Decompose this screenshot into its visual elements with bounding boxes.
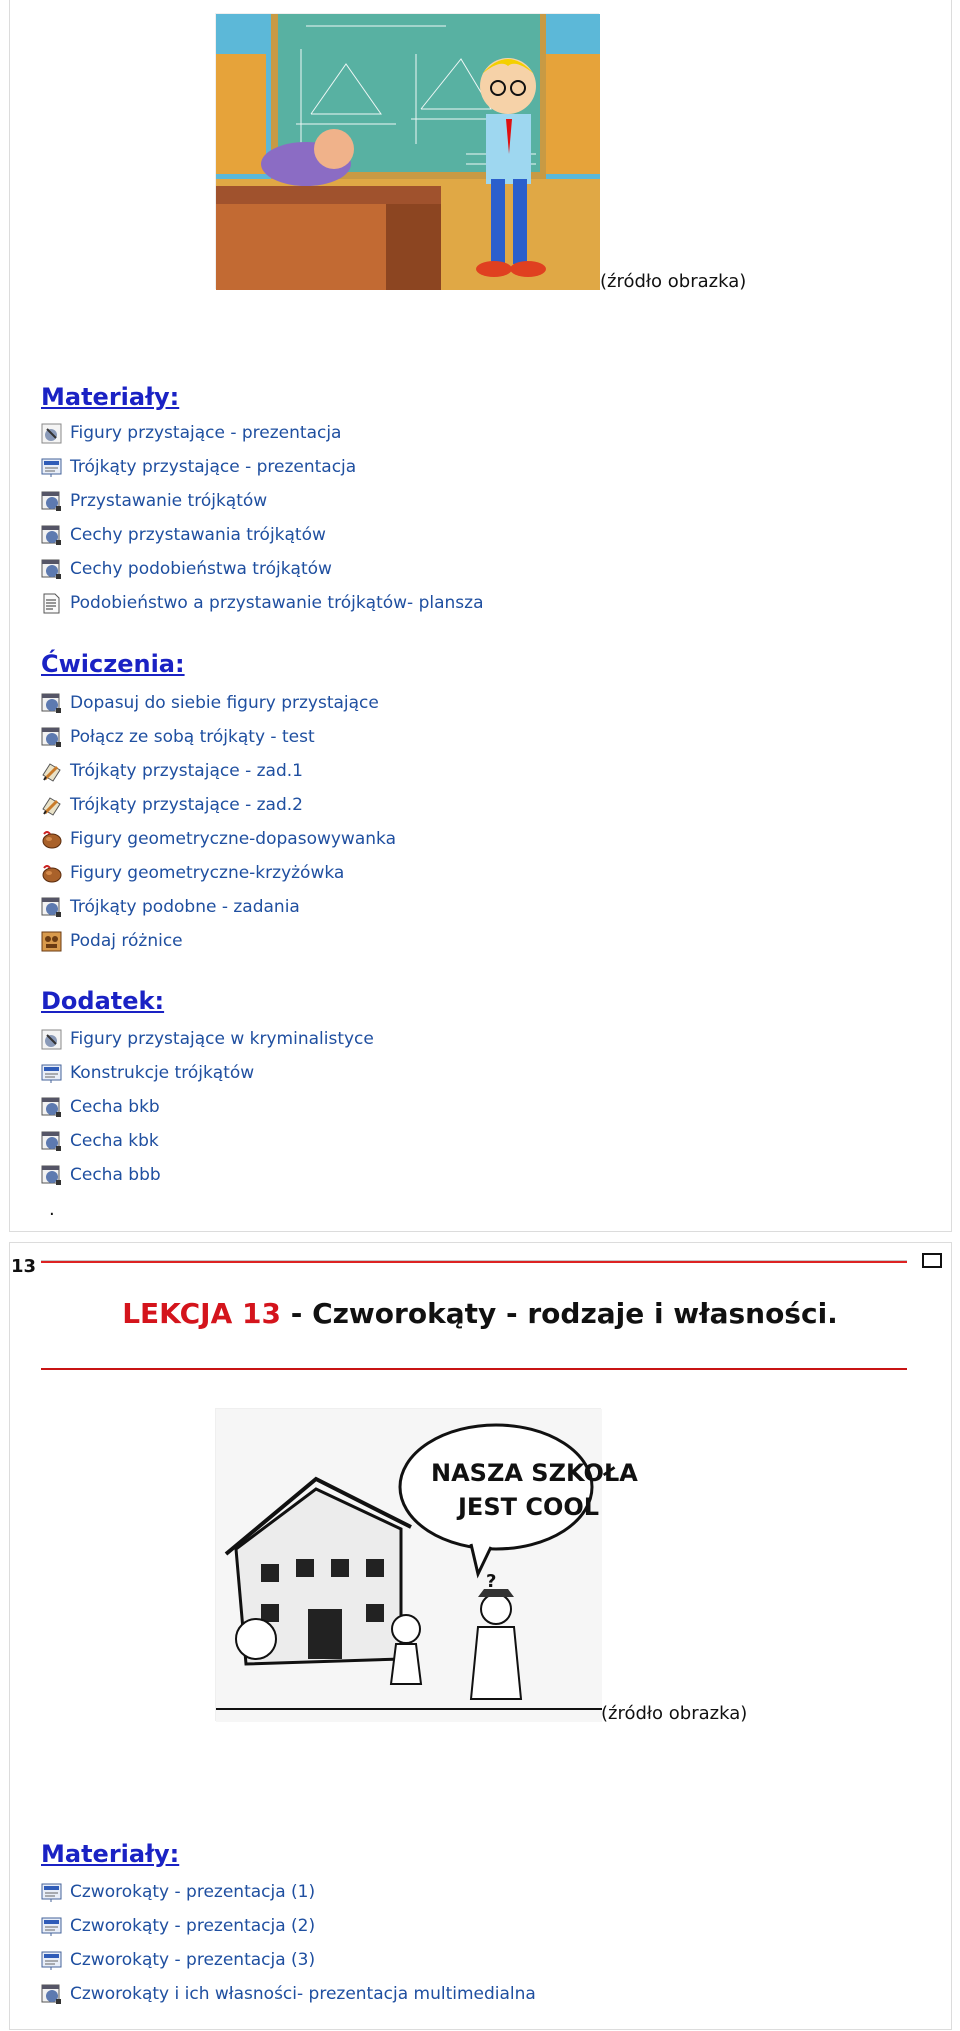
hot-potatoes-icon	[41, 829, 62, 850]
resource-item[interactable]	[41, 1158, 374, 1192]
materialy-heading: Materiały:	[41, 383, 180, 411]
document-icon	[41, 593, 62, 614]
materialy-list	[41, 1875, 536, 2011]
resource-link[interactable]: Trójkąty podobne - zadania	[70, 897, 300, 917]
game-icon	[41, 931, 62, 952]
classroom-cartoon-image	[215, 13, 599, 289]
resource-item[interactable]	[41, 890, 396, 924]
resource-link[interactable]: Figury geometryczne-dopasowywanka	[70, 829, 396, 849]
resource-link[interactable]: Konstrukcje trójkątów	[70, 1063, 255, 1083]
trailing-dot: .	[49, 1199, 55, 1220]
title-underline	[41, 1368, 907, 1370]
resource-link[interactable]: Przystawanie trójkątów	[70, 491, 268, 511]
school-cartoon-image	[215, 1408, 638, 1721]
resource-link[interactable]: Połącz ze sobą trójkąty - test	[70, 727, 315, 747]
web-page-icon	[41, 727, 62, 748]
resource-link[interactable]: Figury przystające w kryminalistyce	[70, 1029, 374, 1049]
web-page-icon	[41, 897, 62, 918]
resource-link[interactable]: Czworokąty - prezentacja (1)	[70, 1882, 316, 1902]
resource-item[interactable]	[41, 1090, 374, 1124]
web-page-icon	[41, 1984, 62, 2005]
web-page-icon	[41, 525, 62, 546]
web-page-icon	[41, 1097, 62, 1118]
resource-link[interactable]: Czworokąty i ich własności- prezentacja multimedialna	[70, 1984, 536, 2004]
web-page-icon	[41, 1165, 62, 1186]
hot-potatoes-icon	[41, 863, 62, 884]
resource-link[interactable]: Czworokąty - prezentacja (3)	[70, 1950, 316, 1970]
resource-link[interactable]: Cecha bkb	[70, 1097, 160, 1117]
resource-item[interactable]	[41, 518, 484, 552]
web-page-icon	[41, 559, 62, 580]
resource-item[interactable]	[41, 754, 396, 788]
resource-item[interactable]	[41, 586, 484, 620]
resource-item[interactable]	[41, 822, 396, 856]
pencil-task-icon	[41, 761, 62, 782]
resource-link[interactable]: Cechy podobieństwa trójkątów	[70, 559, 332, 579]
resource-item[interactable]	[41, 686, 396, 720]
resource-item[interactable]	[41, 720, 396, 754]
resource-link[interactable]: Cecha bbb	[70, 1165, 161, 1185]
image-source-caption: (źródło obrazka)	[601, 1703, 748, 1724]
cartoon-speech-line1: NASZA SZKOŁA	[431, 1459, 638, 1487]
slides-icon	[41, 1063, 62, 1084]
cartoon-speech-line2: JEST COOL	[458, 1493, 600, 1521]
resource-link[interactable]: Figury przystające - prezentacja	[70, 423, 342, 443]
slides-icon	[41, 457, 62, 478]
resource-item[interactable]	[41, 1875, 536, 1909]
resource-item[interactable]	[41, 1022, 374, 1056]
resource-item[interactable]	[41, 1977, 536, 2011]
flash-presentation-icon	[41, 1029, 62, 1050]
resource-item[interactable]	[41, 1056, 374, 1090]
resource-item[interactable]	[41, 788, 396, 822]
pencil-task-icon	[41, 795, 62, 816]
slides-icon	[41, 1950, 62, 1971]
section-number: 13	[11, 1256, 37, 1277]
lesson-title	[0, 1297, 960, 1330]
resource-item[interactable]	[41, 552, 484, 586]
resource-link[interactable]: Dopasuj do siebie figury przystające	[70, 693, 379, 713]
resource-item[interactable]	[41, 450, 484, 484]
flash-presentation-icon	[41, 423, 62, 444]
dodatek-list	[41, 1022, 374, 1192]
lesson-topic: - Czworokąty - rodzaje i własności.	[280, 1297, 838, 1330]
section-divider	[41, 1260, 907, 1263]
web-page-icon	[41, 491, 62, 512]
resource-link[interactable]: Figury geometryczne-krzyżówka	[70, 863, 345, 883]
resource-item[interactable]	[41, 856, 396, 890]
resource-item[interactable]	[41, 1124, 374, 1158]
lesson-number-label: LEKCJA 13	[122, 1297, 281, 1330]
resource-link[interactable]: Trójkąty przystające - prezentacja	[70, 457, 357, 477]
resource-item[interactable]	[41, 416, 484, 450]
svg-text:?: ?	[486, 1571, 497, 1592]
materialy-list	[41, 416, 484, 620]
slides-icon	[41, 1882, 62, 1903]
image-source-caption: (źródło obrazka)	[600, 271, 747, 292]
resource-link[interactable]: Trójkąty przystające - zad.2	[70, 795, 303, 815]
resource-item[interactable]	[41, 924, 396, 958]
resource-item[interactable]	[41, 1943, 536, 1977]
resource-item[interactable]	[41, 484, 484, 518]
slides-icon	[41, 1916, 62, 1937]
resource-link[interactable]: Trójkąty przystające - zad.1	[70, 761, 303, 781]
section-toggle-icon[interactable]	[922, 1253, 942, 1268]
materialy-heading: Materiały:	[41, 1840, 180, 1868]
resource-link[interactable]: Cechy przystawania trójkątów	[70, 525, 326, 545]
resource-link[interactable]: Podaj różnice	[70, 931, 183, 951]
resource-link[interactable]: Podobieństwo a przystawanie trójkątów- plansza	[70, 593, 484, 613]
web-page-icon	[41, 1131, 62, 1152]
dodatek-heading: Dodatek:	[41, 987, 165, 1015]
web-page-icon	[41, 693, 62, 714]
resource-link[interactable]: Cecha kbk	[70, 1131, 159, 1151]
cwiczenia-list	[41, 686, 396, 958]
resource-link[interactable]: Czworokąty - prezentacja (2)	[70, 1916, 316, 1936]
resource-item[interactable]	[41, 1909, 536, 1943]
cwiczenia-heading: Ćwiczenia:	[41, 650, 185, 678]
